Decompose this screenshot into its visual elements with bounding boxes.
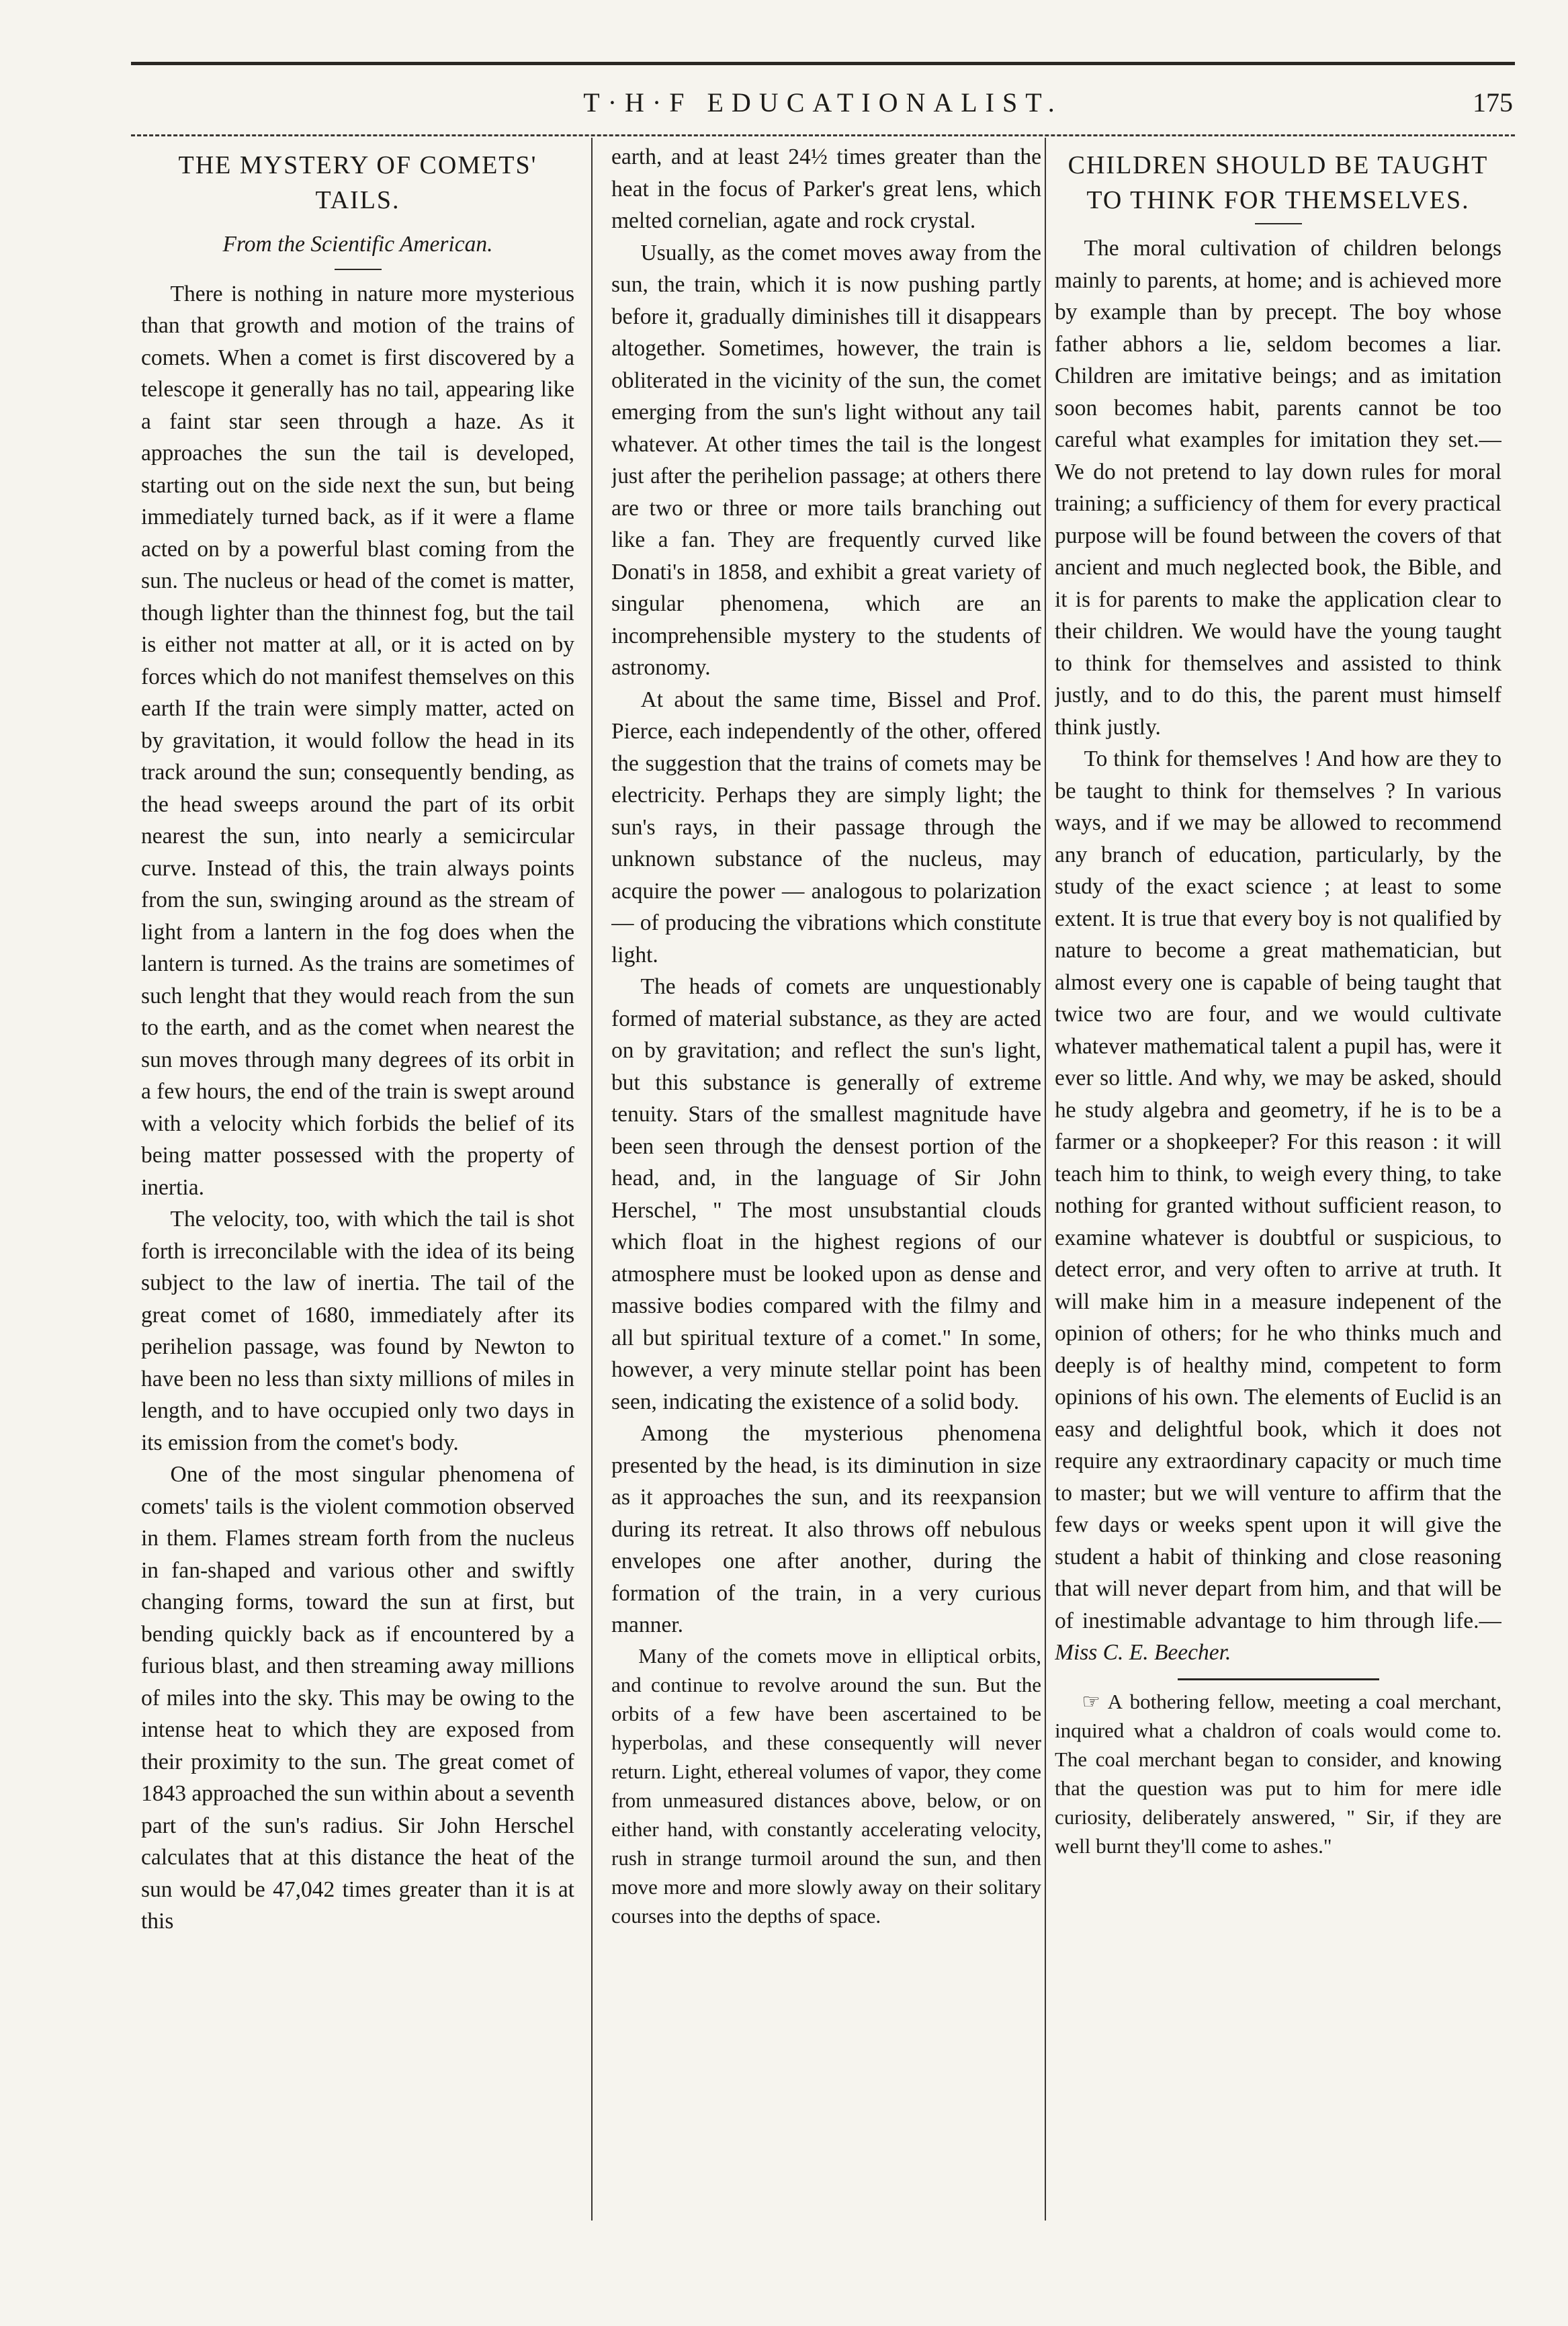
paragraph-with-attribution (1055, 743, 1501, 1669)
paragraph: There is nothing in nature more mysterious than that growth and motion of the trains of comets. When a comet is first discovered by a telescope it generally has no tail, appearing like a faint star seen through a haze. As it approaches the sun the tail is developed, starting out on the side next the sun, but being immediately turned back, as if it were a flame acted on by a powerful blast coming from the sun. The nucleus or head of the comet is matter, though lighter than the thinnest fog, but the tail is either not matter at all, or it is acted on by forces which do not manifest themselves on this earth If the train were simply matter, acted on by gravitation, it would follow the head in its track around the sun; consequently bending, as the head sweeps around the part of its orbit nearest the sun, into nearly a semicircular curve. Instead of this, the train always points from the sun, swinging around as the stream of light from a lantern in the fog does when the lantern is turned. As the trains are sometimes of such lenght that they would reach from the sun to the earth, and as the comet when nearest the sun moves through many degrees of its orbit in a few hours, the end of the train is swept around with a velocity which forbids the belief of its being matter possessed with the property of inertia. (141, 281, 574, 1200)
paragraph-anecdote: ☞ A bothering fellow, meeting a coal merchant, inquired what a chaldron of coals would come to. The coal merchant began to consider, and knowing that the question was put to him for mere idle curiosity, deliberately answered, " Sir, if they are well burnt they'll come to ashes." (1055, 1689, 1501, 1858)
paragraph: Many of the comets move in elliptical orbits, and continue to revolve around the sun. But the orbits of a few have been ascertained to be hyperbolas, and these consequently will never return. Light, ethereal volumes of vapor, they come from unmeasured distances above, below, or on either hand, with constantly accelerating velocity, rush in strange turmoil around the sun, and then move more and more slowly away on their solitary courses into the depths of space. (611, 1643, 1041, 1928)
paragraph: Among the mysterious phenomena presented by the head, is its diminution in size as it approaches the sun, and its reexpansion during its retreat. It also throws off nebulous envelopes one after another, during the formation of the train, in a very curious manner. (611, 1421, 1041, 1637)
column-1 (141, 141, 574, 2224)
column-divider (1045, 138, 1046, 2221)
article-source: From the Scientific American. (222, 232, 493, 257)
page-number: 175 (1473, 87, 1513, 118)
column-divider (591, 138, 593, 2221)
column-2 (611, 141, 1041, 2224)
paragraph: The velocity, too, with which the tail is shot forth is irreconcilable with the idea of its being subject to the law of inertia. The tail of the great comet of 1680, immediately after its perihelion passage, was found by Newton to have been no less than sixty millions of miles in length, and to have occupied only two days in its emission from the comet's body. (141, 1207, 574, 1455)
article-title-children: CHILDREN SHOULD BE TAUGHT TO THINK FOR THEMSELVES. (1068, 151, 1489, 214)
paragraph: earth, and at least 24½ times greater than the heat in the focus of Parker's great lens, which melted cornelian, agate and rock crystal. (611, 144, 1041, 233)
section-divider (1178, 1678, 1379, 1680)
paragraph: The moral cultivation of children belongs mainly to parents, at home; and is achieved more by example than by precept. The boy whose father abhors a lie, seldom becomes a liar. Children are imitative beings; and as imitation soon becomes habit, parents cannot be too careful what examples for imitation they set.— We do not pretend to lay down rules for moral training; a sufficiency of them for every practical purpose will be found between the covers of that ancient and much neglected book, the Bible, and it is for parents to make the application clear to their children. We would have the young taught to think for themselves and assisted to think justly, and to do this, the parent must himself think justly. (1055, 236, 1501, 740)
paragraph-text: To think for themselves ! And how are they to be taught to think for themselves ? In various ways, and if we may be allowed to recommend any branch of education, particularly, by the study of the exact science ; at least to some extent. It is true that every boy is not qualified by nature to become a great mathematician, but almost every one is capable of being taught that twice two are four, and we would cultivate whatever mathematical talent a pupil has, were it ever so little. And why, we may be asked, should he study algebra and geometry, if he is to be a farmer or a shopkeeper? For this reason : it will teach him to think, to weigh every thing, to take nothing for granted without sufficient reason, to examine whatever is doubtful or suspicious, to detect error, and very often to arrive at truth. It will make him in a measure indepenent of the opinion of others; for he who thinks much and deeply is of healthy mind, competent to form opinions of his own. The elements of Euclid is an easy and delightful book, which it does not require any extraordinary capacity or much time to master; but we will venture to affirm that the few days or weeks spent upon it will give the student a habit of thinking and close reasoning that will never depart from him, and that will be of inestimable advantage to him through life.— (1055, 746, 1501, 1633)
title-rule (335, 269, 382, 270)
paragraph: One of the most singular phenomena of comets' tails is the violent commotion observed in them. Flames stream forth from the nucleus in fan-shaped and various other and swiftly changing forms, toward the sun at first, but bending quickly back as if encountered by a furious blast, and then streaming away millions of miles into the sky. This may be owing to the intense heat to which they are exposed from their proximity to the sun. The great comet of 1843 approached the sun within about a seventh part of the sun's radius. Sir John Herschel calculates that at this distance the heat of the sun would be 47,042 times greater than it is at this (141, 1462, 574, 1934)
top-double-rule (131, 62, 1515, 65)
attribution: Miss C. E. Beecher. (1055, 1640, 1231, 1665)
article-title-comets: THE MYSTERY OF COMETS' TAILS. (178, 151, 537, 214)
running-title: T·H·F EDUCATIONALIST. (583, 87, 1063, 118)
header-rule (131, 134, 1515, 136)
paragraph: Usually, as the comet moves away from the sun, the train, which it is now pushing partly before it, gradually diminishes till it disappears altogether. Sometimes, however, the train is obliterated in the vicinity of the sun, the comet emerging from the sun's light without any tail whatever. At other times the tail is the longest just after the perihelion passage; at others there are two or three or more tails branching out like a fan. They are frequently curved like Donati's in 1858, and exhibit a great variety of singular phenomena, which are an incomprehensible mystery to the students of astronomy. (611, 240, 1041, 680)
column-3 (1055, 141, 1501, 2224)
title-rule (1255, 223, 1302, 224)
paragraph: At about the same time, Bissel and Prof. Pierce, each independently of the other, offered the suggestion that the trains of comets may be electricity. Perhaps they are simply light; the sun's rays, in their passage through the unknown substance of the nucleus, may acquire the power — analogous to polarization — of producing the vibrations which constitute light. (611, 687, 1041, 967)
paragraph: The heads of comets are unquestionably formed of material substance, as they are acted on by gravitation; and reflect the sun's light, but this substance is generally of extreme tenuity. Stars of the smallest magnitude have been seen through the densest portion of the head, and, in the language of Sir John Herschel, " The most unsubstantial clouds which float in the highest regions of our atmosphere must be looked upon as dense and massive bodies compared with the filmy and all but spiritual texture of a comet." In some, however, a very minute stellar point has been seen, indicating the existence of a solid body. (611, 974, 1041, 1414)
